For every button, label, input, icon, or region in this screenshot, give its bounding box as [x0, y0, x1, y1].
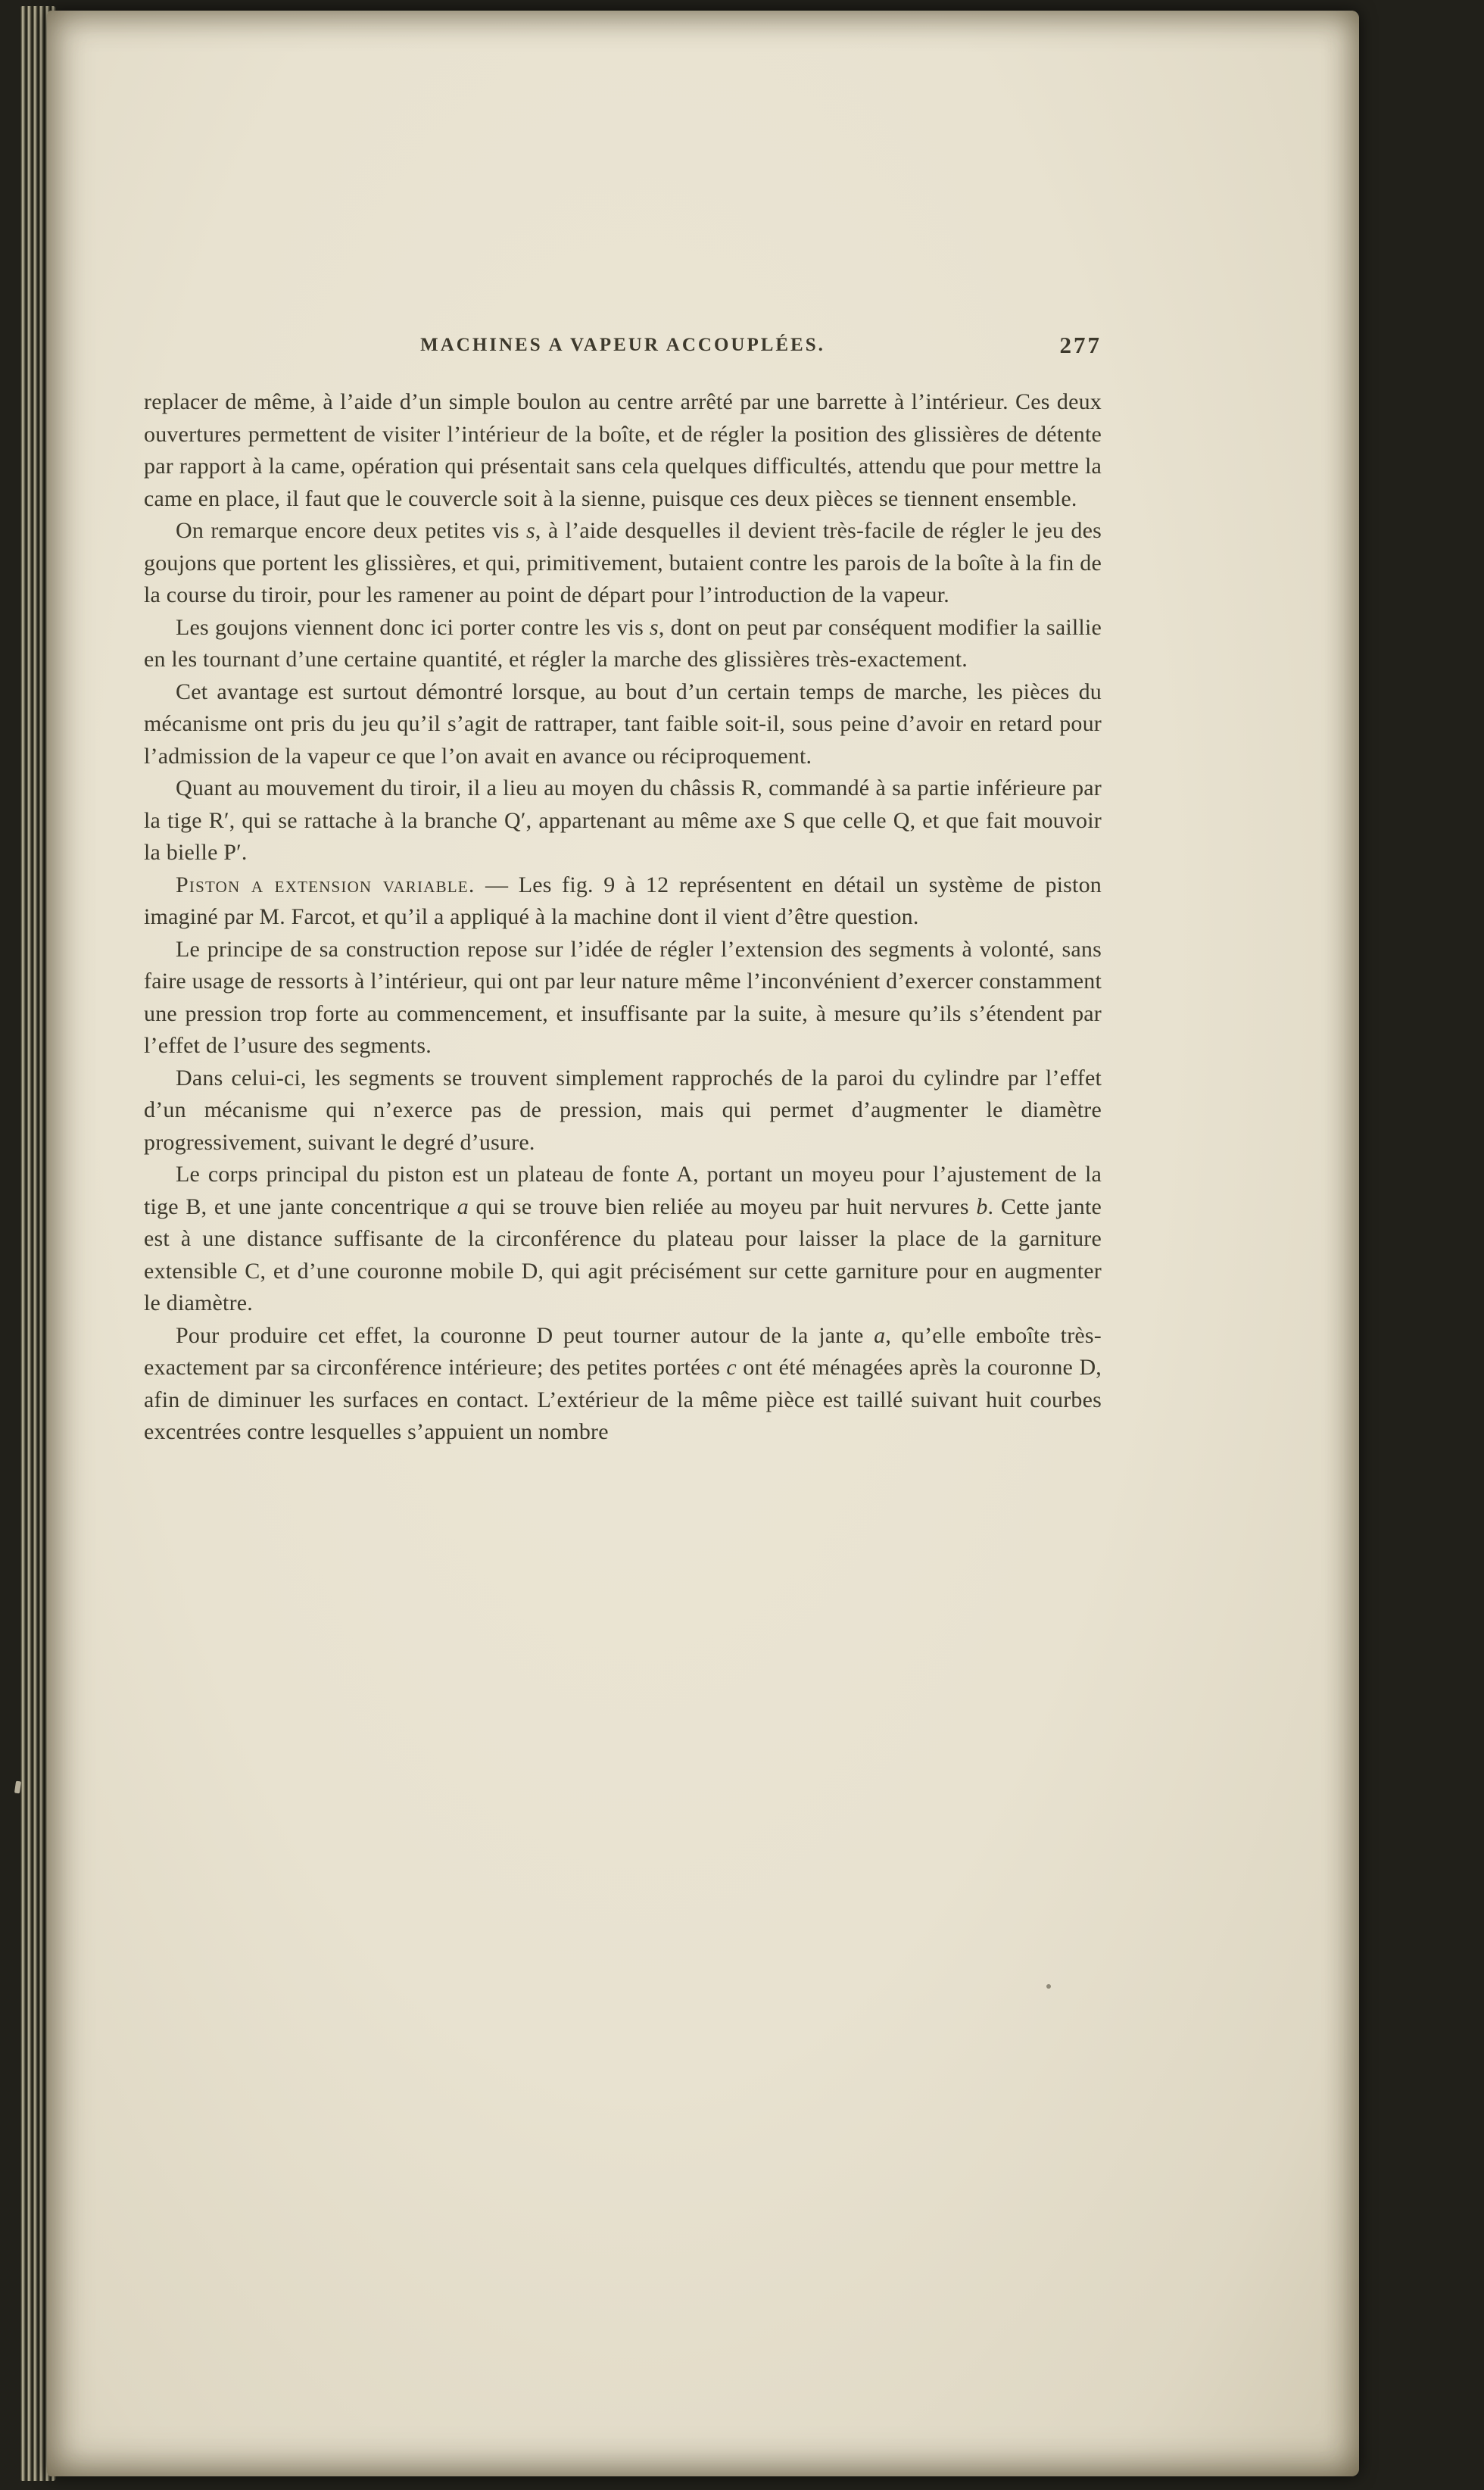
italic-term: c: [726, 1355, 737, 1380]
paragraph: Piston a extension variable. — Les fig. 9 à 12 représentent en détail un système de piston imaginé par M. Farcot, et qu’il a appliqué à la machine dont il vient d’être question.: [144, 872, 1102, 929]
page-number: 277: [1059, 332, 1102, 358]
paragraph: Cet avantage est surtout démontré lorsque, au bout d’un certain temps de marche, les pièces du mécanisme ont pris du jeu qu’il s’agit de rattraper, tant faible soit-il, sous peine d’avoir en retard pour l’admission de la vapeur ce que l’on avait en avance ou réciproquement.: [144, 679, 1102, 769]
smallcaps-lead: Piston a extension variable.: [176, 872, 475, 897]
paragraph: Quant au mouvement du tiroir, il a lieu au moyen du châssis R, commandé à sa partie inférieure par la tige R′, qui se rattache à la branche Q′, appartenant au même axe S que celle Q, et que fait mouvoir la bielle P′.: [144, 775, 1102, 865]
book-page: [47, 11, 1359, 2476]
running-head: [144, 332, 1102, 374]
body-text: [144, 386, 1102, 1449]
paragraph: Pour produire cet effet, la couronne D peut tourner autour de la jante a, qu’elle emboîte très-exactement par sa circonférence intérieure; des petites portées c ont été ménagées après la couronne D, afin de diminuer les surfaces en contact. L’extérieur de la même pièce est taillé suivant huit courbes excentrées contre lesquelles s’appuient un nombre: [144, 1322, 1102, 1444]
italic-term: s: [526, 518, 535, 543]
paragraph: Dans celui-ci, les segments se trouvent simplement rapprochés de la paroi du cylindre par l’effet d’un mécanisme qui n’exerce pas de pression, mais qui permet d’augmenter le diamètre progressivement, suivant le degré d’usure.: [144, 1065, 1102, 1155]
paragraph: Le principe de sa construction repose sur l’idée de régler l’extension des segments à volonté, sans faire usage de ressorts à l’intérieur, qui ont par leur nature même l’inconvénient d’exercer constamment une pression trop forte au commencement, et insuffisante par la suite, à mesure qu’ils s’étendent par l’effet de l’usure des segments.: [144, 936, 1102, 1058]
italic-term: b: [976, 1194, 988, 1219]
paragraph: Le corps principal du piston est un plateau de fonte A, portant un moyeu pour l’ajustement de la tige B, et une jante concentrique a qui se trouve bien reliée au moyeu par huit nervures b. Cette jante est à une distance suffisante de la circonférence du plateau pour laisser la place de la garniture extensible C, et d’une couronne mobile D, qui agit précisément sur cette garniture pour en augmenter le diamètre.: [144, 1162, 1102, 1315]
scan-speck: [1046, 1984, 1051, 1989]
running-title: MACHINES A VAPEUR ACCOUPLÉES.: [420, 335, 825, 355]
italic-term: a: [874, 1322, 886, 1348]
italic-term: a: [457, 1194, 469, 1219]
paragraph: replacer de même, à l’aide d’un simple boulon au centre arrêté par une barrette à l’intérieur. Ces deux ouvertures permettent de visiter l’intérieur de la boîte, et de régler la position des glissières de détente par rapport à la came, opération qui présentait sans cela quelques difficultés, attendu que pour mettre la came en place, il faut que le couvercle soit à la sienne, puisque ces deux pièces se tiennent ensemble.: [144, 389, 1102, 511]
italic-term: s: [650, 614, 659, 640]
page-content: [47, 11, 1359, 2476]
paragraph: On remarque encore deux petites vis s, à l’aide desquelles il devient très-facile de régler le jeu des goujons que portent les glissières, et qui, primitivement, butaient contre les parois de la boîte à la fin de la course du tiroir, pour les ramener au point de départ pour l’introduction de la vapeur.: [144, 518, 1102, 607]
paragraph: Les goujons viennent donc ici porter contre les vis s, dont on peut par conséquent modifier la saillie en les tournant d’une certaine quantité, et régler la marche des glissières très-exactement.: [144, 614, 1102, 672]
